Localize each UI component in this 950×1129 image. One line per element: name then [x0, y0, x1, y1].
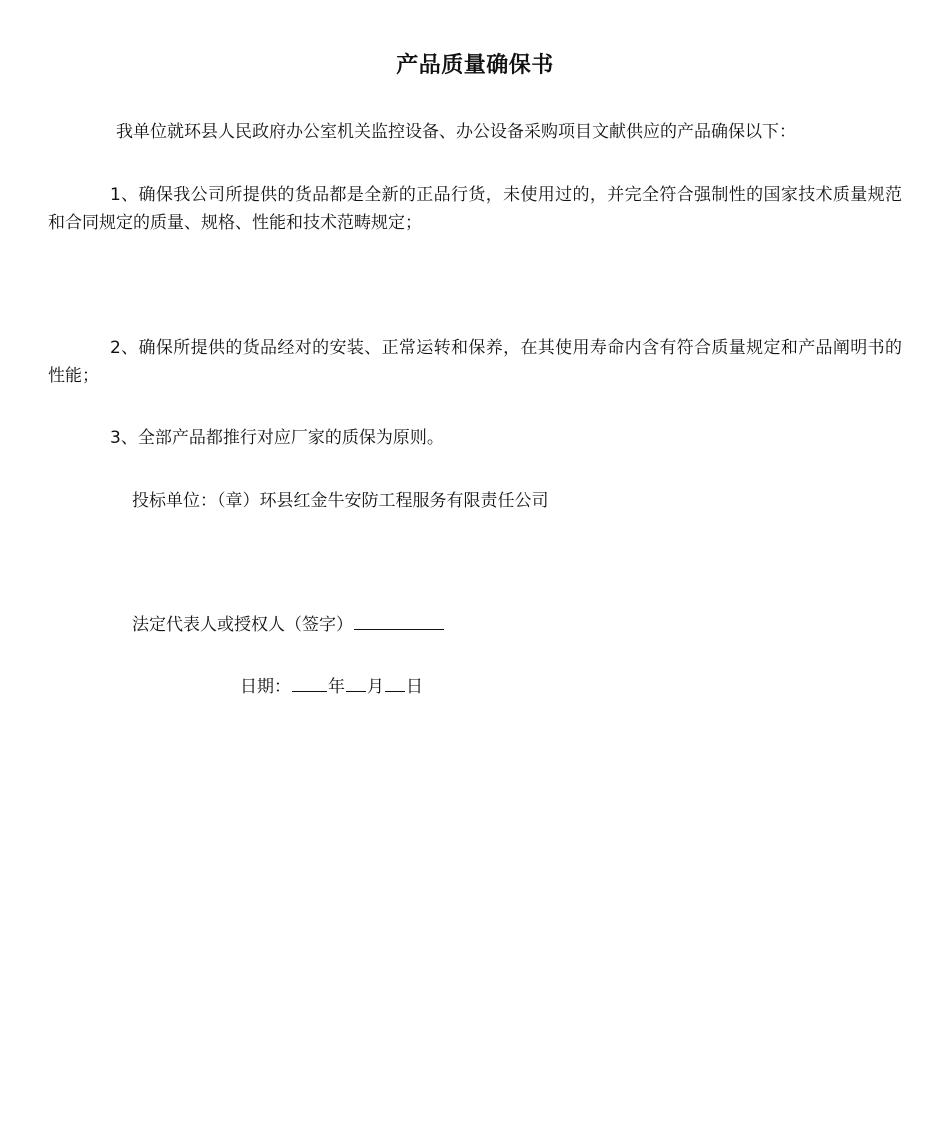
document-title: 产品质量确保书 [396, 53, 554, 78]
item-1-paragraph: 1、确保我公司所提供的货品都是全新的正品行货，未使用过的，并完全符合强制性的国家技术质量规范和合同规定的质量、规格、性能和技术范畴规定； [48, 185, 902, 233]
date-line [240, 673, 423, 701]
day-label: 日 [406, 677, 423, 697]
month-label: 月 [367, 677, 384, 697]
item-3-paragraph: 3、全部产品都推行对应厂家的质保为原则。 [110, 428, 444, 448]
date-label: 日期： [240, 677, 291, 697]
bidder-line: 投标单位：（章）环县红金牛安防工程服务有限责任公司 [132, 491, 549, 511]
year-label: 年 [328, 677, 345, 697]
signature-label: 法定代表人或授权人（签字） [132, 615, 353, 635]
day-blank [385, 673, 405, 692]
month-blank [346, 673, 366, 692]
year-blank [292, 673, 327, 692]
item-2-paragraph: 2、确保所提供的货品经对的安装、正常运转和保养，在其使用寿命内含有符合质量规定和产品阐明书的性能； [48, 338, 902, 386]
signature-line [132, 611, 445, 639]
intro-paragraph: 我单位就环县人民政府办公室机关监控设备、办公设备采购项目文献供应的产品确保以下： [116, 122, 796, 142]
signature-blank [354, 611, 444, 630]
